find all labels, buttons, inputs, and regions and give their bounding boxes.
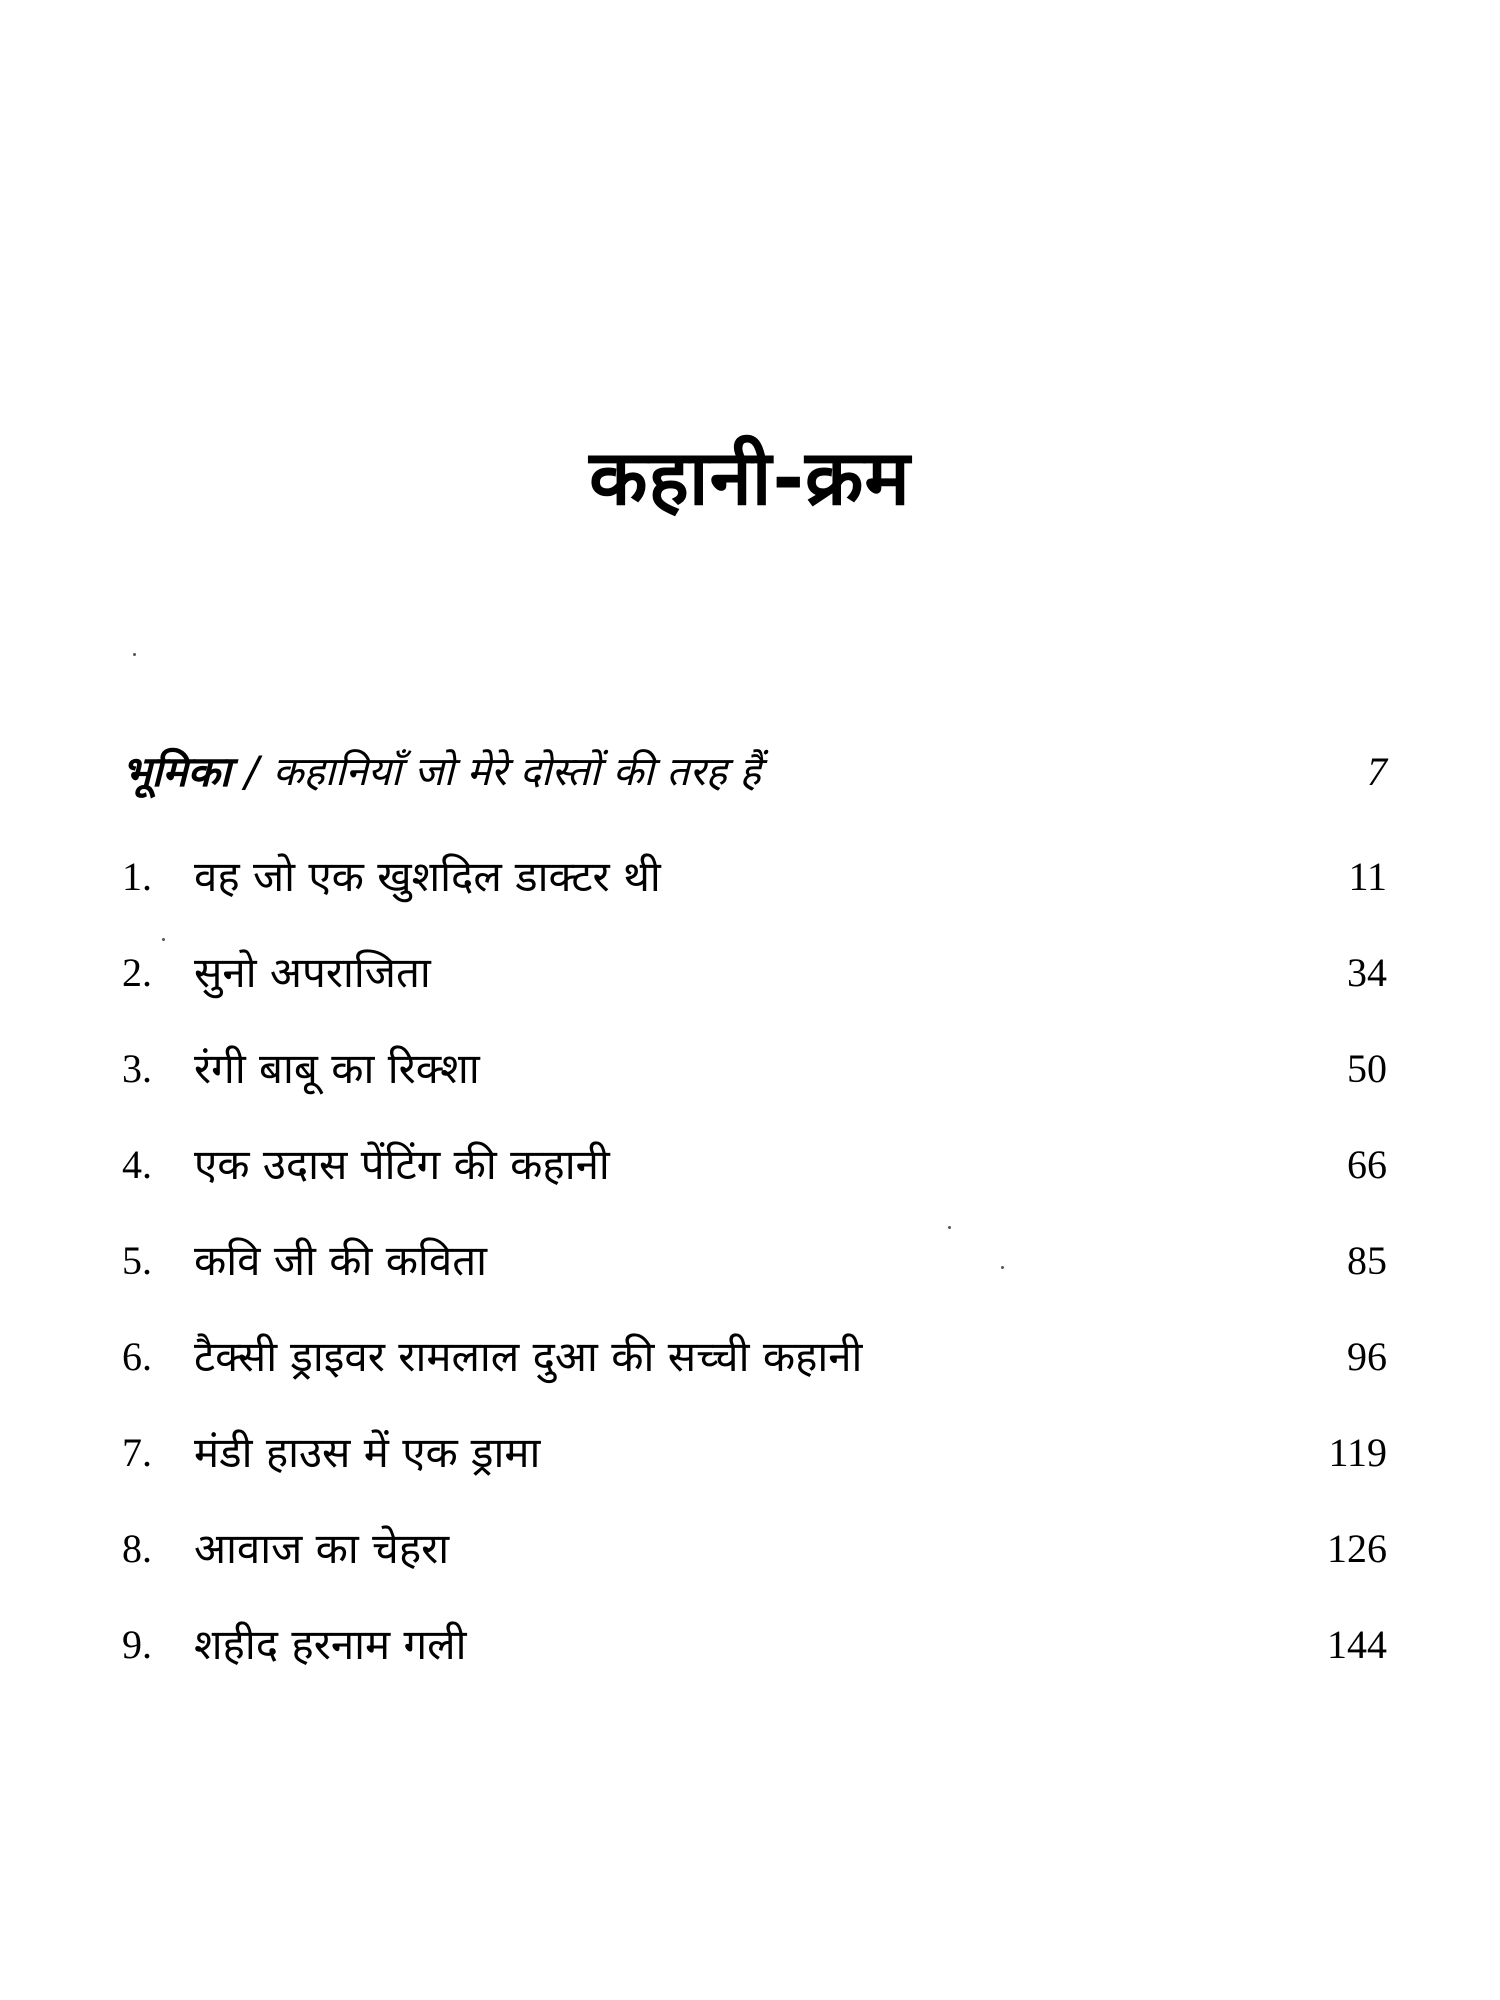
entry-number: 3. bbox=[122, 1046, 152, 1091]
entry-number: 8. bbox=[122, 1526, 152, 1571]
intro-label: भूमिका bbox=[122, 747, 231, 796]
toc-entry[interactable] bbox=[122, 1309, 1387, 1405]
toc-entry[interactable] bbox=[122, 1501, 1387, 1597]
page-title: कहानी-क्रम bbox=[589, 433, 911, 522]
entry-title: आवाज का चेहरा bbox=[194, 1524, 450, 1573]
toc-entry[interactable] bbox=[122, 1597, 1387, 1693]
intro-page-number: 7 bbox=[1367, 749, 1387, 794]
entry-title: शहीद हरनाम गली bbox=[194, 1620, 467, 1669]
entry-title: एक उदास पेंटिंग की कहानी bbox=[194, 1140, 610, 1189]
entry-page-number: 66 bbox=[1347, 1142, 1387, 1187]
entry-title: मंडी हाउस में एक ड्रामा bbox=[194, 1428, 541, 1477]
toc-entry[interactable] bbox=[122, 925, 1387, 1021]
toc-entry[interactable] bbox=[122, 1213, 1387, 1309]
intro-separator: / bbox=[244, 747, 259, 796]
entry-number: 7. bbox=[122, 1430, 152, 1475]
entry-page-number: 119 bbox=[1328, 1430, 1387, 1475]
entry-page-number: 96 bbox=[1347, 1334, 1387, 1379]
toc-entry[interactable] bbox=[122, 1405, 1387, 1501]
entry-title: वह जो एक खुशदिल डाक्टर थी bbox=[194, 852, 661, 901]
entry-page-number: 85 bbox=[1347, 1238, 1387, 1283]
toc-entry[interactable] bbox=[122, 829, 1387, 925]
toc-entry[interactable] bbox=[122, 1021, 1387, 1117]
entry-number: 5. bbox=[122, 1238, 152, 1283]
toc-intro-row[interactable] bbox=[122, 715, 1387, 829]
entry-page-number: 11 bbox=[1348, 854, 1387, 899]
entry-number: 6. bbox=[122, 1334, 152, 1379]
toc-entry[interactable] bbox=[122, 1117, 1387, 1213]
entry-page-number: 126 bbox=[1327, 1526, 1387, 1571]
entry-page-number: 50 bbox=[1347, 1046, 1387, 1091]
entry-page-number: 34 bbox=[1347, 950, 1387, 995]
entry-number: 1. bbox=[122, 854, 152, 899]
entry-page-number: 144 bbox=[1327, 1622, 1387, 1667]
entry-title: टैक्सी ड्राइवर रामलाल दुआ की सच्ची कहानी bbox=[194, 1332, 863, 1381]
intro-subtitle: कहानियाँ जो मेरे दोस्तों की तरह हैं bbox=[272, 749, 761, 795]
table-of-contents bbox=[122, 715, 1387, 1693]
entry-number: 2. bbox=[122, 950, 152, 995]
entry-title: सुनो अपराजिता bbox=[194, 948, 431, 997]
entry-title: कवि जी की कविता bbox=[194, 1236, 488, 1285]
entry-title: रंगी बाबू का रिक्शा bbox=[194, 1044, 480, 1093]
print-speck bbox=[133, 653, 136, 656]
entry-number: 4. bbox=[122, 1142, 152, 1187]
entry-number: 9. bbox=[122, 1622, 152, 1667]
